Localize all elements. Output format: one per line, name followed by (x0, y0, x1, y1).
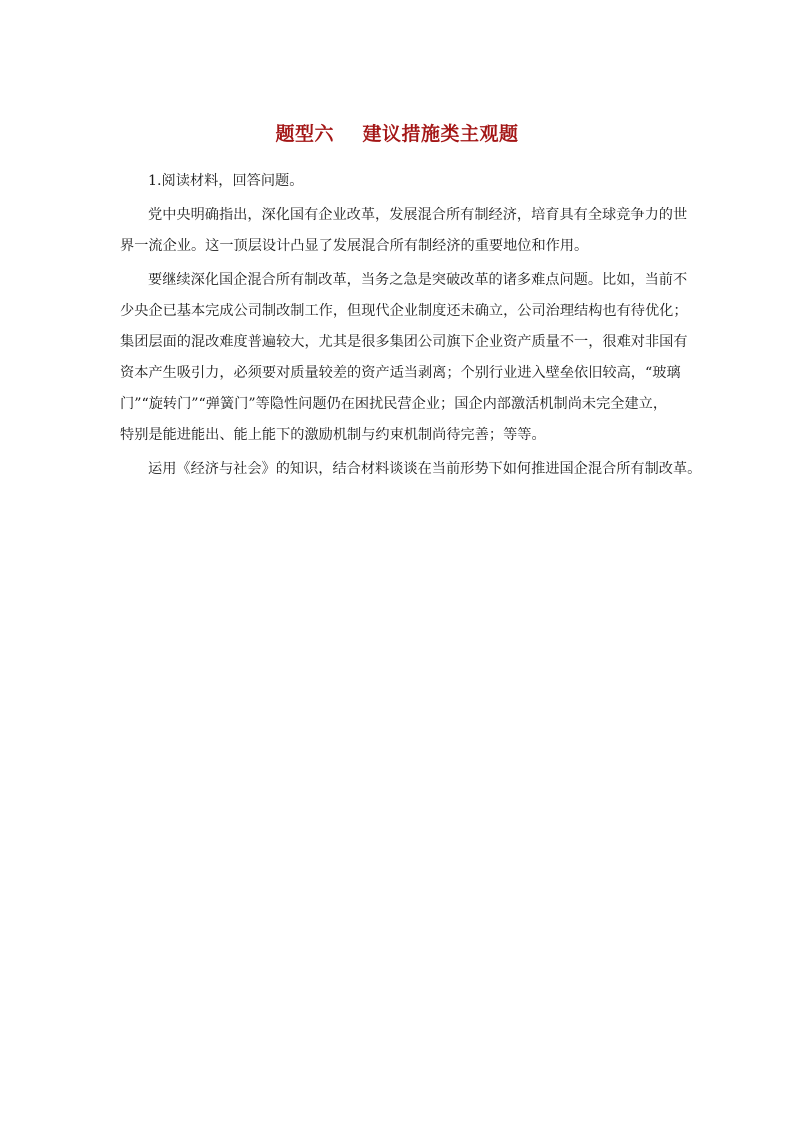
question-number (120, 166, 682, 197)
paragraph-line: 集团层面的混改难度普遍较大，尤其是很多集团公司旗下企业资产质量不一，很难对非国有 (120, 334, 688, 350)
material-paragraph-2 (120, 265, 688, 451)
question-prompt (120, 454, 702, 485)
material-paragraph-1 (120, 200, 688, 262)
question-body (120, 166, 702, 485)
paragraph-line: 党中央明确指出，深化国有企业改革，发展混合所有制经济，培育具有全球竞争力的世 (148, 207, 688, 223)
paragraph-line: 界一流企业。这一顶层设计凸显了发展混合所有制经济的重要地位和作用。 (120, 238, 589, 254)
paragraph-line: 少央企已基本完成公司制改制工作，但现代企业制度还未确立，公司治理结构也有待优化； (120, 303, 688, 319)
paragraph-line: 资本产生吸引力，必须要对质量较差的资产适当剥离；个别行业进入壁垒依旧较高，“玻璃 (120, 365, 681, 381)
paragraph-line: 特别是能进能出、能上能下的激励机制与约束机制尚待完善；等等。 (120, 427, 546, 443)
question-line: 1.阅读材料，回答问题。 (148, 173, 304, 189)
paragraph-line: 要继续深化国企混合所有制改革，当务之急是突破改革的诸多难点问题。比如，当前不 (148, 272, 688, 288)
paragraph-line: 门”“旋转门”“弹簧门”等隐性问题仍在困扰民营企业；国企内部激活机制尚未完全建立， (120, 396, 668, 412)
paragraph-line: 运用《经济与社会》的知识，结合材料谈谈在当前形势下如何推进国企混合所有制改革。 (148, 461, 702, 477)
page-title: 题型六 建议措施类主观题 (275, 123, 519, 145)
